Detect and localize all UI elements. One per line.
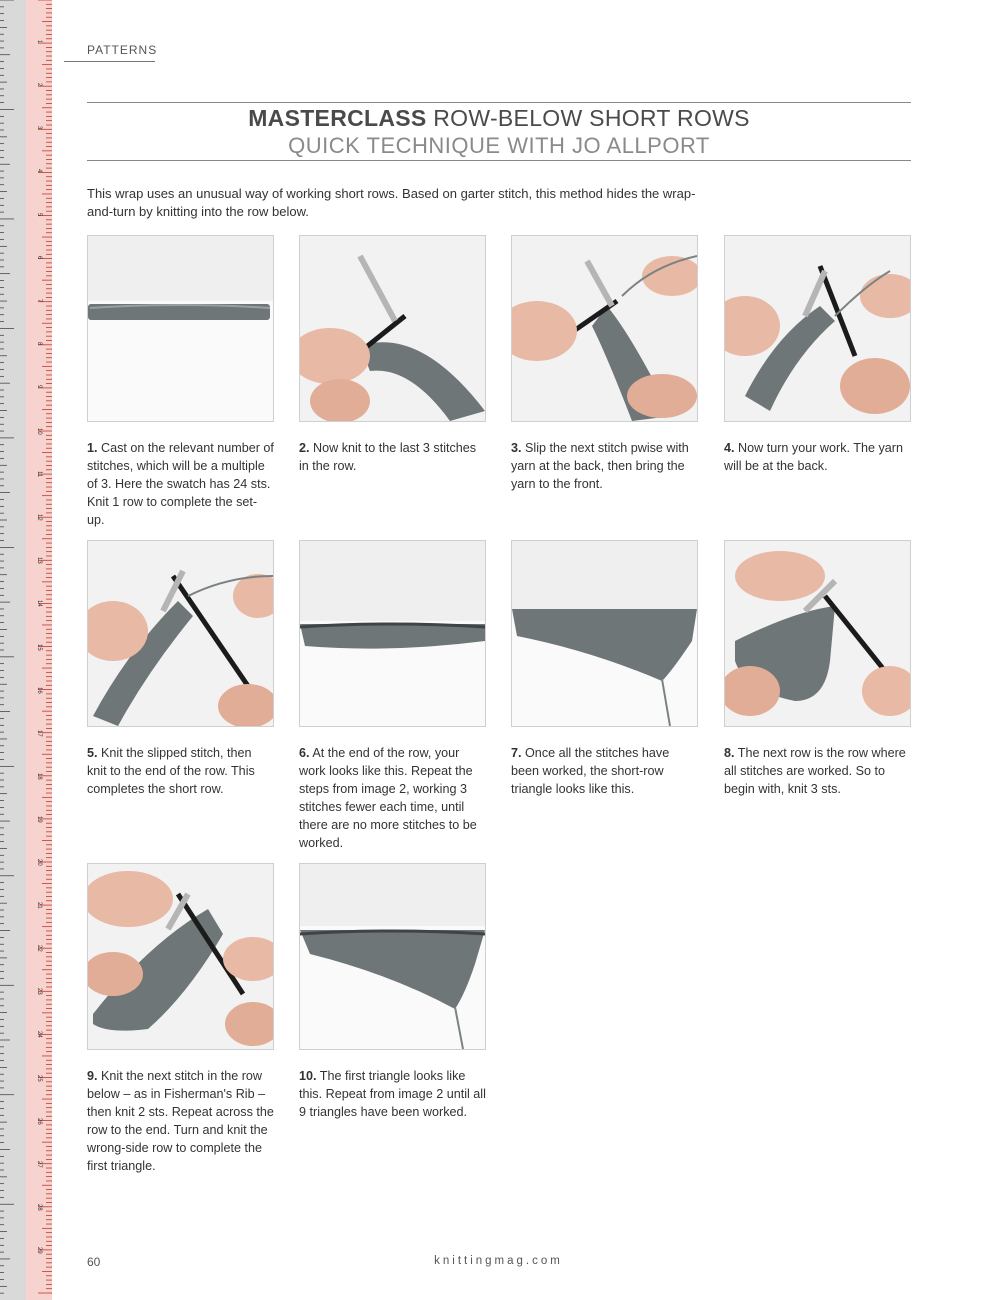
ruler-cm-label: 29 [36, 1246, 42, 1254]
step-caption: 2. Now knit to the last 3 stitches in the row. [299, 441, 477, 473]
title-top-rule [87, 102, 911, 103]
ruler-cm-label: 1 [36, 40, 42, 44]
ruler-cm-label: 7 [36, 298, 42, 303]
page-number: 60 [87, 1255, 101, 1269]
ruler-cm-label: 9 [36, 384, 42, 389]
title-rest: ROW-BELOW SHORT ROWS [426, 105, 750, 131]
step-caption: 1. Cast on the relevant number of stitches, which will be a multiple of 3. Here the swatch has 24 sts. Knit 1 row to complete the set-up. [87, 441, 274, 527]
step-caption: 3. Slip the next stitch pwise with yarn at the back, then bring the yarn to the front. [511, 441, 689, 491]
step-10 [299, 863, 486, 1121]
ruler-cm-label: 28 [36, 1203, 42, 1211]
ruler-cm-label: 6 [36, 255, 42, 259]
step-photo [87, 863, 274, 1050]
ruler-cm-label: 21 [36, 902, 42, 909]
ruler-cm-label: 11 [36, 471, 42, 478]
step-caption: 10. The first triangle looks like this. Repeat from image 2 until all 9 triangles have been worked. [299, 1069, 486, 1119]
step-photo [724, 235, 911, 422]
ruler-cm-label: 16 [36, 686, 42, 694]
ruler-cm-label: 25 [36, 1074, 42, 1082]
step-photo [87, 540, 274, 727]
step-5 [87, 540, 274, 798]
step-caption: 7. Once all the stitches have been worked, the short-row triangle looks like this. [511, 746, 670, 796]
step-caption: 4. Now turn your work. The yarn will be at the back. [724, 441, 903, 473]
ruler-cm-label: 13 [36, 557, 42, 564]
page-title [87, 104, 911, 132]
step-caption: 6. At the end of the row, your work looks like this. Repeat the steps from image 2, working 3 stitches fewer each time, until there are no more stitches to be worked. [299, 746, 477, 850]
ruler-cm-label: 14 [36, 600, 42, 608]
section-divider [64, 61, 155, 62]
ruler-cm-label: 19 [36, 815, 42, 823]
step-3 [511, 235, 698, 493]
ruler-ticks [0, 0, 52, 1300]
ruler-cm-label: 3 [36, 126, 42, 130]
step-photo [299, 540, 486, 727]
step-photo [511, 540, 698, 727]
step-caption: 9. Knit the next stitch in the row below – as in Fisherman's Rib – then knit 2 sts. Repeat across the row to the end. Turn and knit the wrong-side row to complete the first triangle. [87, 1069, 274, 1173]
step-photo [511, 235, 698, 422]
ruler-cm-label: 15 [36, 643, 42, 651]
step-photo [724, 540, 911, 727]
step-caption: 5. Knit the slipped stitch, then knit to the end of the row. This completes the short row. [87, 746, 255, 796]
ruler-cm-label: 5 [36, 212, 42, 216]
step-9 [87, 863, 274, 1175]
step-photo [87, 235, 274, 422]
step-2 [299, 235, 486, 475]
ruler-cm-label: 8 [36, 341, 42, 346]
step-1 [87, 235, 274, 529]
ruler-cm-label: 23 [36, 988, 42, 995]
ruler-cm-label: 24 [36, 1031, 42, 1039]
step-photo [299, 235, 486, 422]
ruler-cm-label: 2 [36, 83, 42, 87]
step-caption: 8. The next row is the row where all stitches are worked. So to begin with, knit 3 sts. [724, 746, 906, 796]
section-tag: PATTERNS [87, 43, 158, 57]
title-bottom-rule [87, 160, 911, 161]
ruler-cm-label: 27 [36, 1160, 42, 1168]
ruler-cm-label: 10 [36, 428, 42, 435]
ruler-cm-label: 20 [36, 859, 42, 866]
step-7 [511, 540, 698, 798]
page-subtitle: QUICK TECHNIQUE WITH JO ALLPORT [288, 133, 710, 158]
title-strong: MASTERCLASS [248, 105, 427, 131]
intro-paragraph: This wrap uses an unusual way of working short rows. Based on garter stitch, this method hides the wrap-and-turn by knitting into the row below. [87, 186, 696, 219]
ruler-cm-label: 22 [36, 945, 42, 952]
step-8 [724, 540, 911, 798]
ruler-cm-label: 18 [36, 772, 42, 780]
ruler-cm-label: 26 [36, 1117, 42, 1125]
measuring-ruler [0, 0, 52, 1300]
step-6 [299, 540, 486, 852]
step-4 [724, 235, 911, 475]
ruler-cm-label: 12 [36, 514, 42, 521]
ruler-cm-label: 4 [36, 169, 42, 173]
step-photo [299, 863, 486, 1050]
ruler-cm-label: 17 [36, 729, 42, 737]
website-url: knittingmag.com [434, 1255, 563, 1267]
